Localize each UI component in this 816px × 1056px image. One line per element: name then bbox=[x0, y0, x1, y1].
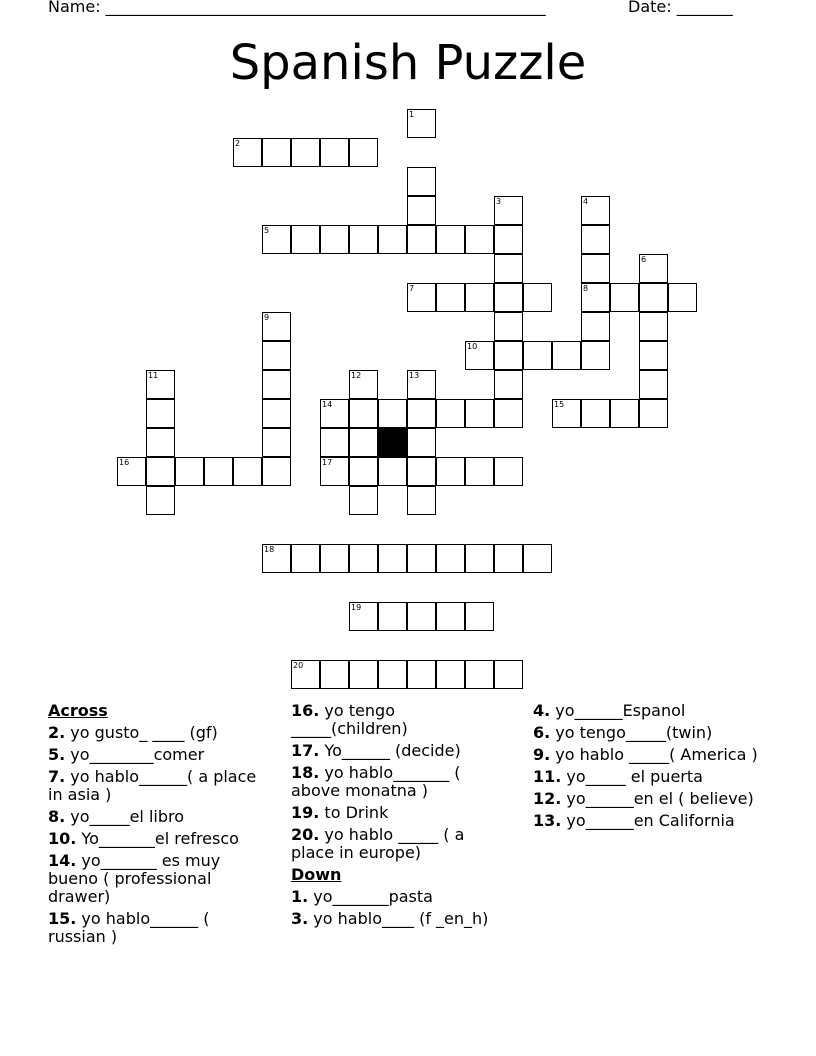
crossword-cell[interactable] bbox=[494, 312, 523, 341]
crossword-cell[interactable] bbox=[639, 254, 668, 283]
clue-number: 12 bbox=[351, 371, 362, 380]
clue-number: 20 bbox=[293, 661, 304, 670]
crossword-cell[interactable] bbox=[378, 602, 407, 631]
crossword-cell[interactable] bbox=[378, 399, 407, 428]
clue-number: 3 bbox=[496, 197, 502, 206]
crossword-cell[interactable] bbox=[407, 544, 436, 573]
crossword-cell[interactable] bbox=[262, 225, 291, 254]
clue-number: 2 bbox=[235, 139, 241, 148]
crossword-cell[interactable] bbox=[407, 457, 436, 486]
clue-across-15: 15. yo hablo______ ( russian ) bbox=[48, 909, 210, 946]
crossword-cell[interactable] bbox=[465, 544, 494, 573]
crossword-cell[interactable] bbox=[262, 341, 291, 370]
crossword-cell[interactable] bbox=[465, 457, 494, 486]
clue-across-17: 17. Yo______ (decide) bbox=[291, 741, 461, 760]
crossword-block bbox=[378, 428, 407, 457]
crossword-cell[interactable] bbox=[610, 399, 639, 428]
crossword-cell[interactable] bbox=[349, 428, 378, 457]
clue-number: 17 bbox=[322, 458, 333, 467]
clue-number: 4 bbox=[583, 197, 589, 206]
clue-across-19: 19. to Drink bbox=[291, 803, 389, 822]
crossword-cell[interactable] bbox=[407, 283, 436, 312]
crossword-cell[interactable] bbox=[320, 138, 349, 167]
crossword-cell[interactable] bbox=[465, 660, 494, 689]
crossword-cell[interactable] bbox=[436, 457, 465, 486]
crossword-cell[interactable] bbox=[668, 283, 697, 312]
clue-across-8: 8. yo_____el libro bbox=[48, 807, 184, 826]
crossword-cell[interactable] bbox=[610, 283, 639, 312]
clue-number: 10 bbox=[467, 342, 478, 351]
crossword-cell[interactable] bbox=[291, 544, 320, 573]
crossword-cell[interactable] bbox=[262, 138, 291, 167]
crossword-cell[interactable] bbox=[349, 138, 378, 167]
crossword-cell[interactable] bbox=[146, 457, 175, 486]
crossword-cell[interactable] bbox=[349, 602, 378, 631]
crossword-cell[interactable] bbox=[407, 399, 436, 428]
crossword-cell[interactable] bbox=[436, 602, 465, 631]
crossword-cell[interactable] bbox=[407, 167, 436, 196]
clue-number: 7 bbox=[409, 284, 415, 293]
crossword-cell[interactable] bbox=[349, 399, 378, 428]
crossword-cell[interactable] bbox=[204, 457, 233, 486]
clue-down-11: 11. yo_____ el puerta bbox=[533, 767, 703, 786]
crossword-cell[interactable] bbox=[407, 370, 436, 399]
across-heading: Across bbox=[48, 701, 108, 720]
clue-number: 8 bbox=[583, 284, 589, 293]
crossword-cell[interactable] bbox=[465, 225, 494, 254]
crossword-cell[interactable] bbox=[581, 341, 610, 370]
crossword-cell[interactable] bbox=[494, 225, 523, 254]
crossword-cell[interactable] bbox=[639, 399, 668, 428]
clue-across-18: 18. yo hablo_______ ( above monatna ) bbox=[291, 763, 461, 800]
crossword-cell[interactable] bbox=[494, 660, 523, 689]
clue-down-13: 13. yo______en California bbox=[533, 811, 735, 830]
clue-down-6: 6. yo tengo_____(twin) bbox=[533, 723, 713, 742]
crossword-cell[interactable] bbox=[407, 486, 436, 515]
clue-number: 18 bbox=[264, 545, 275, 554]
down-heading: Down bbox=[291, 865, 342, 884]
crossword-cell[interactable] bbox=[436, 399, 465, 428]
crossword-cell[interactable] bbox=[436, 544, 465, 573]
crossword-cell[interactable] bbox=[523, 283, 552, 312]
crossword-cell[interactable] bbox=[581, 196, 610, 225]
clue-number: 5 bbox=[264, 226, 270, 235]
crossword-cell[interactable] bbox=[146, 370, 175, 399]
clue-column-3 bbox=[533, 702, 773, 830]
crossword-cell[interactable] bbox=[146, 486, 175, 515]
clue-number: 13 bbox=[409, 371, 420, 380]
crossword-cell[interactable] bbox=[436, 660, 465, 689]
crossword-cell[interactable] bbox=[494, 399, 523, 428]
date-field[interactable]: Date: _______ bbox=[628, 0, 733, 16]
crossword-cell[interactable] bbox=[407, 109, 436, 138]
crossword-cell[interactable] bbox=[465, 602, 494, 631]
crossword-cell[interactable] bbox=[523, 341, 552, 370]
crossword-cell[interactable] bbox=[262, 312, 291, 341]
crossword-cell[interactable] bbox=[581, 254, 610, 283]
crossword-cell[interactable] bbox=[639, 312, 668, 341]
crossword-cell[interactable] bbox=[262, 457, 291, 486]
clue-number: 16 bbox=[119, 458, 130, 467]
crossword-cell[interactable] bbox=[233, 138, 262, 167]
clue-across-20: 20. yo hablo _____ ( a place in europe) bbox=[291, 825, 465, 862]
clue-down-4: 4. yo______Espanol bbox=[533, 701, 686, 720]
crossword-cell[interactable] bbox=[320, 399, 349, 428]
crossword-cell[interactable] bbox=[378, 457, 407, 486]
crossword-cell[interactable] bbox=[407, 660, 436, 689]
crossword-cell[interactable] bbox=[291, 138, 320, 167]
crossword-cell[interactable] bbox=[146, 399, 175, 428]
page-title: Spanish Puzzle bbox=[229, 35, 587, 91]
crossword-cell[interactable] bbox=[436, 283, 465, 312]
name-field[interactable]: Name: _______________________________________________________ bbox=[48, 0, 546, 16]
clue-number: 11 bbox=[148, 371, 159, 380]
crossword-cell[interactable] bbox=[552, 341, 581, 370]
crossword-cell[interactable] bbox=[349, 225, 378, 254]
clue-number: 1 bbox=[409, 110, 415, 119]
clue-list bbox=[48, 702, 778, 962]
crossword-cell[interactable] bbox=[407, 225, 436, 254]
crossword-cell[interactable] bbox=[262, 544, 291, 573]
clue-across-2: 2. yo gusto_ ____ (gf) bbox=[48, 723, 218, 742]
crossword-cell[interactable] bbox=[378, 544, 407, 573]
crossword-cell[interactable] bbox=[494, 196, 523, 225]
clue-number: 14 bbox=[322, 400, 333, 409]
crossword-cell[interactable] bbox=[465, 283, 494, 312]
crossword-cell[interactable] bbox=[494, 341, 523, 370]
clue-number: 19 bbox=[351, 603, 362, 612]
crossword-cell[interactable] bbox=[436, 225, 465, 254]
crossword-cell[interactable] bbox=[320, 428, 349, 457]
crossword-cell[interactable] bbox=[494, 457, 523, 486]
clue-down-9: 9. yo hablo _____( America ) bbox=[533, 745, 758, 764]
crossword-cell[interactable] bbox=[378, 225, 407, 254]
crossword-cell[interactable] bbox=[494, 283, 523, 312]
crossword-cell[interactable] bbox=[349, 660, 378, 689]
crossword-cell[interactable] bbox=[407, 602, 436, 631]
clue-across-5: 5. yo________comer bbox=[48, 745, 205, 764]
crossword-cell[interactable] bbox=[349, 457, 378, 486]
crossword-cell[interactable] bbox=[639, 370, 668, 399]
clue-column-2 bbox=[291, 702, 501, 928]
clue-number: 6 bbox=[641, 255, 647, 264]
crossword-cell[interactable] bbox=[523, 544, 552, 573]
crossword-cell[interactable] bbox=[262, 370, 291, 399]
crossword-cell[interactable] bbox=[320, 225, 349, 254]
crossword-cell[interactable] bbox=[581, 283, 610, 312]
crossword-cell[interactable] bbox=[349, 544, 378, 573]
clue-across-16: 16. yo tengo _____(children) bbox=[291, 701, 408, 738]
crossword-cell[interactable] bbox=[146, 428, 175, 457]
clue-down-1: 1. yo_______pasta bbox=[291, 887, 433, 906]
crossword-cell[interactable] bbox=[407, 428, 436, 457]
crossword-cell[interactable] bbox=[581, 312, 610, 341]
crossword-cell[interactable] bbox=[320, 544, 349, 573]
clue-down-12: 12. yo______en el ( believe) bbox=[533, 789, 754, 808]
crossword-cell[interactable] bbox=[378, 660, 407, 689]
crossword-cell[interactable] bbox=[552, 399, 581, 428]
crossword-cell[interactable] bbox=[581, 225, 610, 254]
crossword-cell[interactable] bbox=[233, 457, 262, 486]
crossword-cell[interactable] bbox=[581, 399, 610, 428]
crossword-cell[interactable] bbox=[465, 341, 494, 370]
crossword-cell[interactable] bbox=[465, 399, 494, 428]
clue-across-14: 14. yo_______ es muy bueno ( professional drawer) bbox=[48, 851, 221, 906]
clue-across-10: 10. Yo_______el refresco bbox=[48, 829, 239, 848]
clue-down-3: 3. yo hablo____ (f _en_h) bbox=[291, 909, 489, 928]
crossword-cell[interactable] bbox=[175, 457, 204, 486]
crossword-cell[interactable] bbox=[639, 341, 668, 370]
crossword-cell[interactable] bbox=[639, 283, 668, 312]
crossword-cell[interactable] bbox=[407, 196, 436, 225]
crossword-cell[interactable] bbox=[262, 428, 291, 457]
crossword-cell[interactable] bbox=[291, 660, 320, 689]
crossword-cell[interactable] bbox=[320, 457, 349, 486]
crossword-cell[interactable] bbox=[117, 457, 146, 486]
clue-column-1 bbox=[48, 702, 268, 946]
clue-number: 9 bbox=[264, 313, 270, 322]
crossword-cell[interactable] bbox=[320, 660, 349, 689]
crossword-cell[interactable] bbox=[494, 254, 523, 283]
clue-across-7: 7. yo hablo______( a place in asia ) bbox=[48, 767, 257, 804]
crossword-cell[interactable] bbox=[494, 370, 523, 399]
crossword-cell[interactable] bbox=[349, 370, 378, 399]
crossword-cell[interactable] bbox=[349, 486, 378, 515]
crossword-cell[interactable] bbox=[494, 544, 523, 573]
clue-number: 15 bbox=[554, 400, 565, 409]
crossword-cell[interactable] bbox=[262, 399, 291, 428]
crossword-cell[interactable] bbox=[291, 225, 320, 254]
